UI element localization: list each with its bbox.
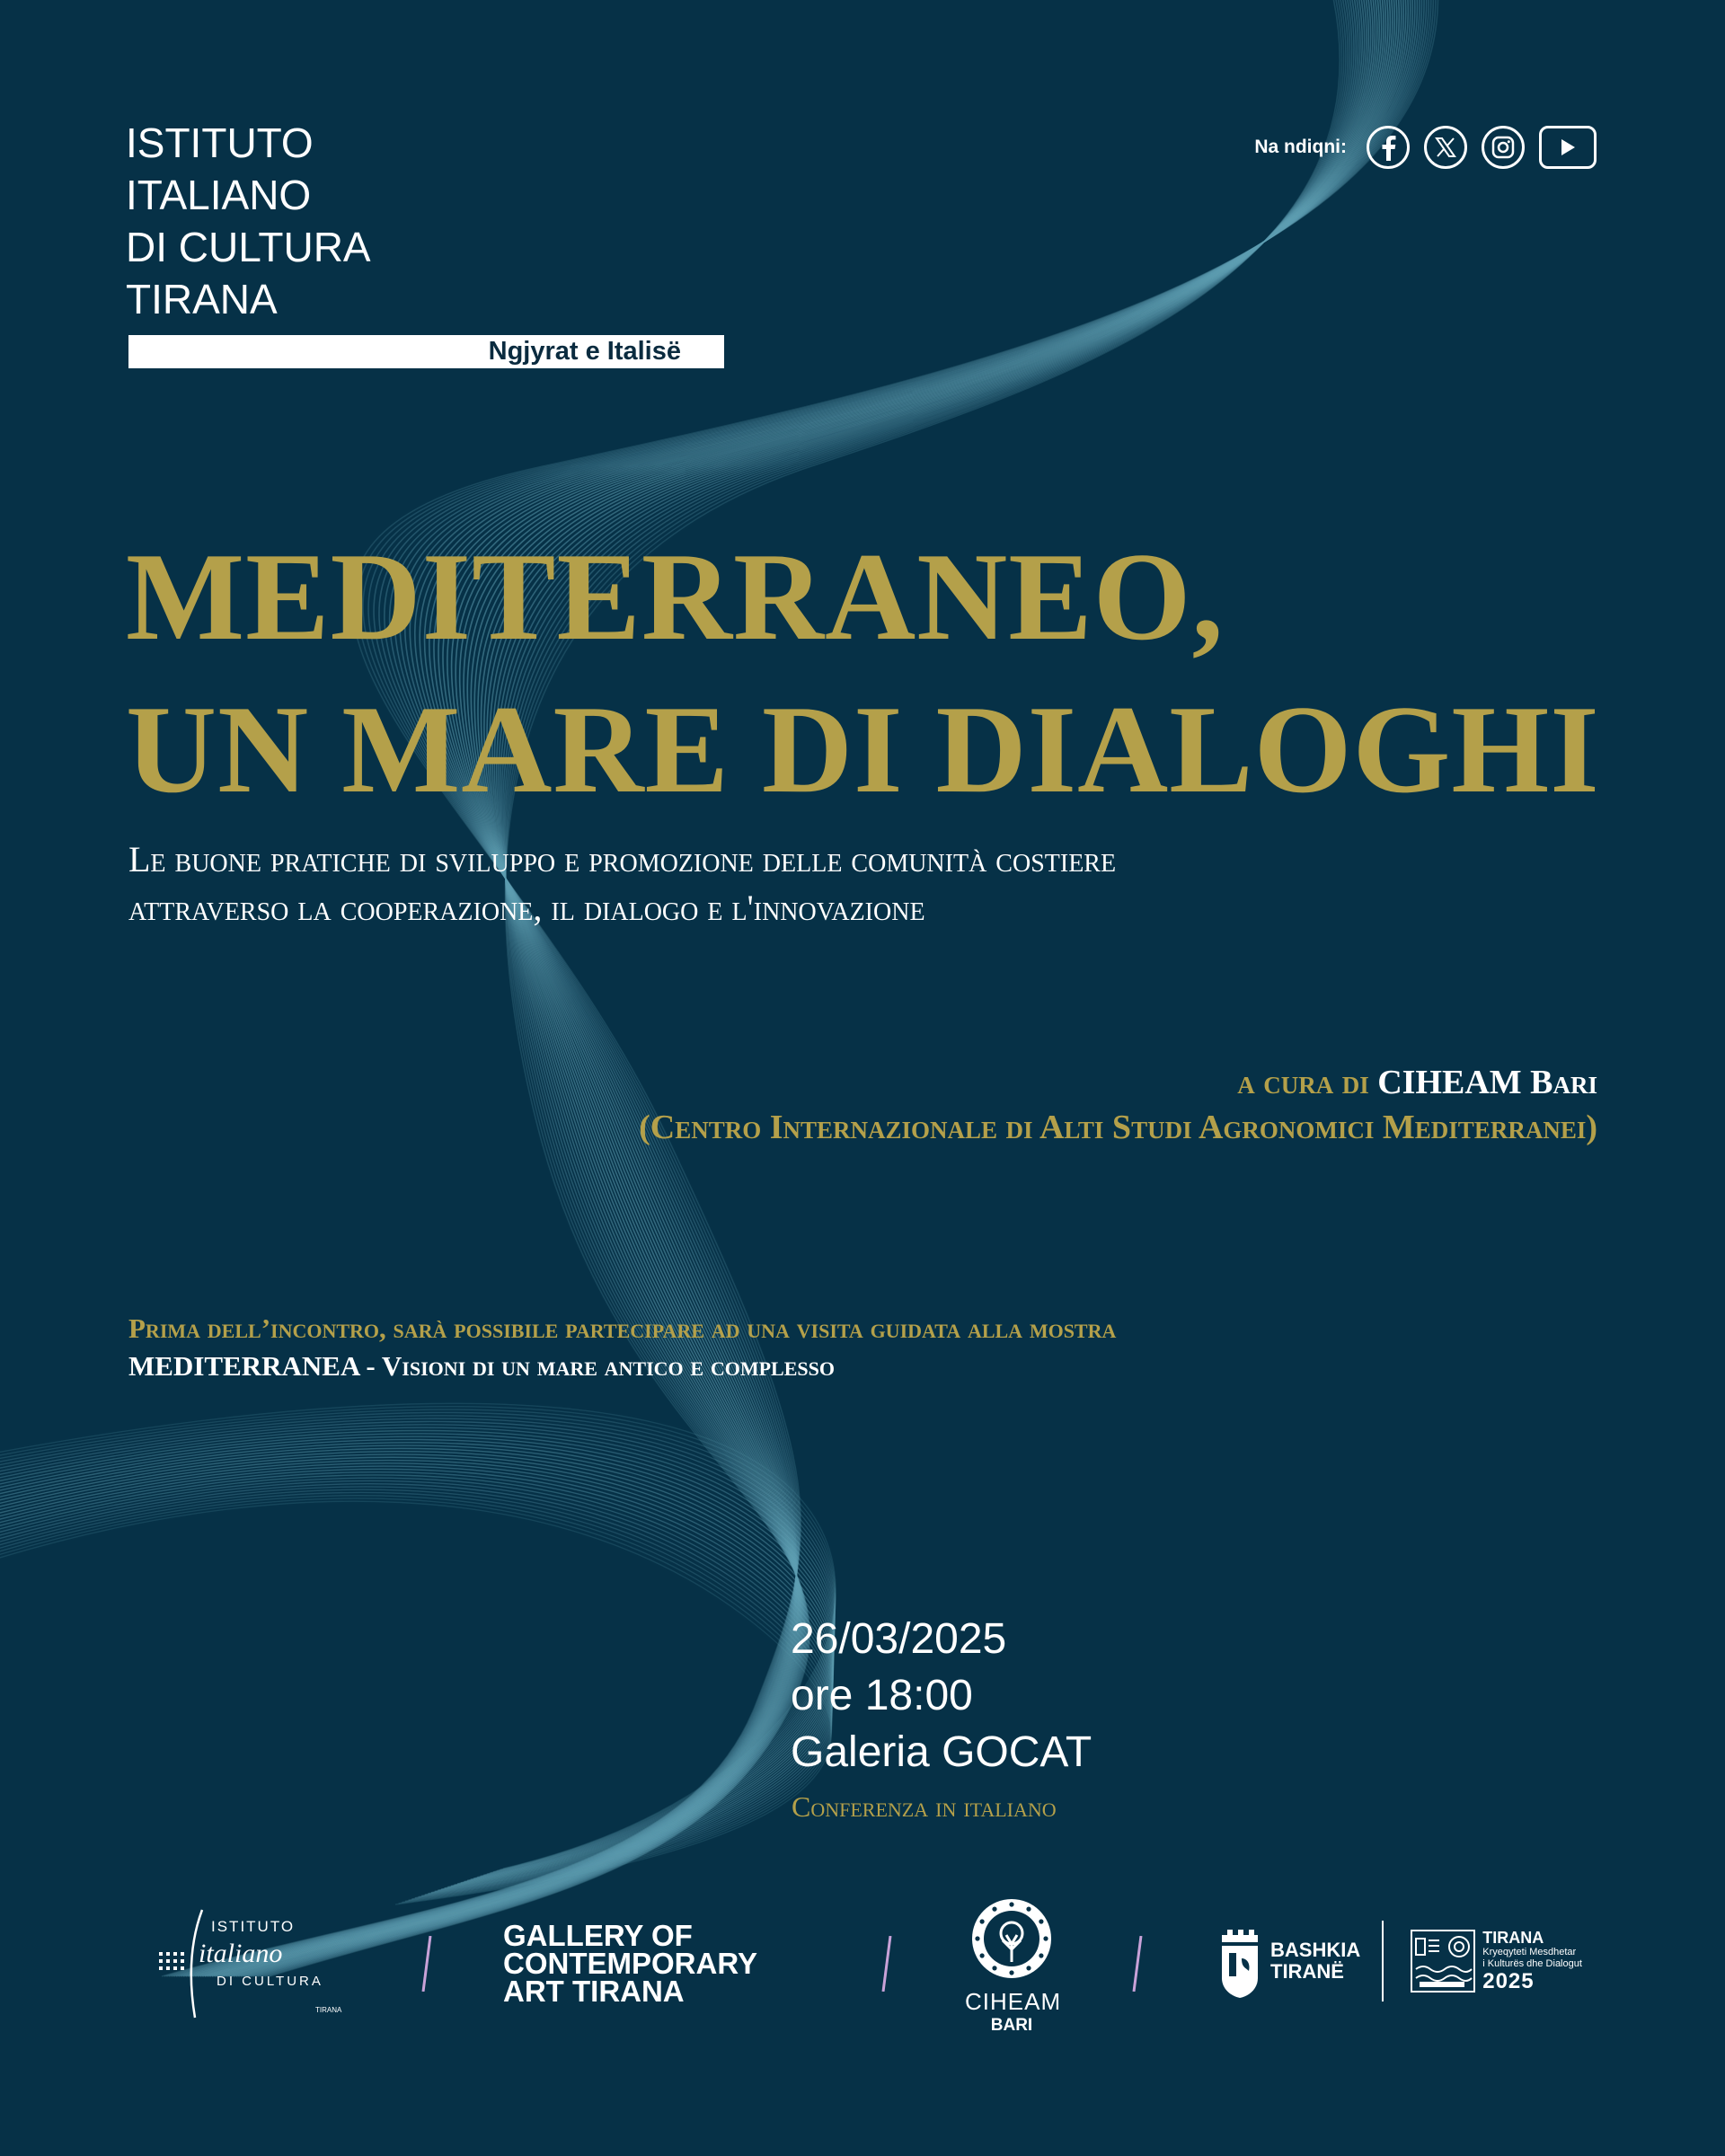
ciheam-star bbox=[992, 1907, 996, 1912]
footer-separator bbox=[881, 1936, 885, 1992]
instagram-icon[interactable] bbox=[1482, 126, 1525, 169]
subtitle-line-2: attraverso la cooperazione, il dialogo e l'innovazione bbox=[128, 888, 925, 928]
gocat-logo-line: CONTEMPORARY bbox=[503, 1947, 757, 1980]
headline-line-1: MEDITERRANEO, bbox=[126, 527, 1225, 667]
iic-logo bbox=[148, 1903, 346, 2019]
gocat-logo-line: GALLERY OF bbox=[503, 1919, 693, 1952]
institute-title bbox=[126, 117, 371, 325]
ciheam-star bbox=[980, 1919, 985, 1923]
bashkia-line: TIRANË bbox=[1270, 1960, 1344, 1983]
curator-block bbox=[639, 1060, 1597, 1150]
institute-title-line: TIRANA bbox=[126, 276, 278, 323]
logo-divider bbox=[1382, 1921, 1384, 2001]
ciheam-star bbox=[975, 1936, 979, 1940]
event-headline bbox=[126, 521, 1600, 826]
ciheam-star bbox=[1039, 1953, 1043, 1957]
subtitle-line-1: Le buone pratiche di sviluppo e promozione delle comunità costiere bbox=[128, 839, 1117, 879]
event-subtitle bbox=[128, 835, 1116, 932]
institute-title-line: ITALIANO bbox=[126, 172, 312, 218]
event-language: Conferenza in italiano bbox=[792, 1790, 1057, 1823]
wave-line bbox=[0, 1498, 831, 1904]
iic-logo-word-1: ISTITUTO bbox=[211, 1918, 296, 1935]
curator-prefix: a cura di bbox=[1237, 1064, 1378, 1101]
wave-line bbox=[0, 1489, 832, 1900]
ciheam-logo bbox=[965, 1897, 1062, 2036]
institute-title-line: ISTITUTO bbox=[126, 119, 314, 166]
iic-logo-word-3: DI CULTURA bbox=[217, 1974, 323, 1989]
gocat-logo bbox=[503, 1919, 757, 2008]
ciheam-star bbox=[980, 1953, 985, 1957]
tirana-2025-logo bbox=[1411, 1929, 1582, 1993]
ciheam-star bbox=[1026, 1966, 1031, 1970]
event-date: 26/03/2025 bbox=[791, 1615, 1007, 1663]
ciheam-star bbox=[1009, 1970, 1013, 1975]
tirana-subtitle-2: i Kulturës dhe Dialogut bbox=[1482, 1958, 1582, 1969]
youtube-icon[interactable] bbox=[1539, 126, 1597, 169]
facebook-icon[interactable] bbox=[1367, 126, 1410, 169]
institute-title-line: DI CULTURA bbox=[126, 224, 371, 270]
guided-visit-line-1: Prima dell’incontro, sarà possibile partecipare ad una visita guidata alla mostra bbox=[128, 1312, 1117, 1344]
iic-logo-word-4: TIRANA bbox=[315, 2006, 342, 2014]
bashkia-tirane-logo bbox=[1218, 1921, 1582, 2001]
curator-full-name: (Centro Internazionale di Alti Studi Agronomici Mediterranei) bbox=[639, 1109, 1597, 1146]
iic-logo-word-2: italiano bbox=[199, 1939, 283, 1968]
headline-line-2: UN MARE DI DIALOGHI bbox=[126, 680, 1600, 819]
exhibition-title: MEDITERRANEA - Visioni di un mare antico e complesso bbox=[128, 1350, 835, 1382]
ciheam-star bbox=[1026, 1907, 1031, 1912]
tirana-year: 2025 bbox=[1482, 1969, 1535, 1993]
social-links bbox=[1254, 126, 1597, 169]
ciheam-star bbox=[992, 1966, 996, 1970]
bashkia-line: BASHKIA bbox=[1270, 1939, 1361, 1961]
event-venue: Galeria GOCAT bbox=[791, 1728, 1092, 1776]
tagline-bar bbox=[128, 335, 724, 368]
footer-separator bbox=[421, 1936, 425, 1992]
ciheam-star bbox=[1043, 1936, 1048, 1940]
tirana-subtitle-1: Kryeqyteti Mesdhetar bbox=[1482, 1947, 1577, 1957]
ciheam-star bbox=[1039, 1919, 1043, 1923]
wave-line bbox=[0, 1472, 833, 1894]
follow-label: Na ndiqni: bbox=[1254, 137, 1347, 157]
ciheam-name: CIHEAM bbox=[965, 1988, 1062, 2015]
ciheam-emblem-icon bbox=[970, 1897, 1053, 1980]
wave-line bbox=[0, 1463, 833, 1890]
tirana-2025-emblem-icon bbox=[1411, 1930, 1475, 1993]
event-time: ore 18:00 bbox=[791, 1672, 973, 1719]
footer-separator bbox=[1132, 1936, 1136, 1992]
gocat-logo-line: ART TIRANA bbox=[503, 1975, 685, 2008]
ciheam-city: BARI bbox=[990, 2016, 1033, 2035]
ciheam-star bbox=[1009, 1902, 1013, 1906]
tagline-text: Ngjyrat e Italisë bbox=[488, 337, 681, 366]
event-details bbox=[791, 1611, 1092, 1780]
iic-logo-mark bbox=[148, 1903, 346, 2019]
x-icon[interactable] bbox=[1424, 126, 1467, 169]
tirana-title: TIRANA bbox=[1482, 1929, 1544, 1947]
curator-name: CIHEAM Bari bbox=[1377, 1064, 1597, 1101]
guided-visit-note bbox=[128, 1310, 1116, 1385]
tirana-coat-of-arms-icon bbox=[1218, 1922, 1261, 2000]
wave-line bbox=[0, 1454, 834, 1887]
